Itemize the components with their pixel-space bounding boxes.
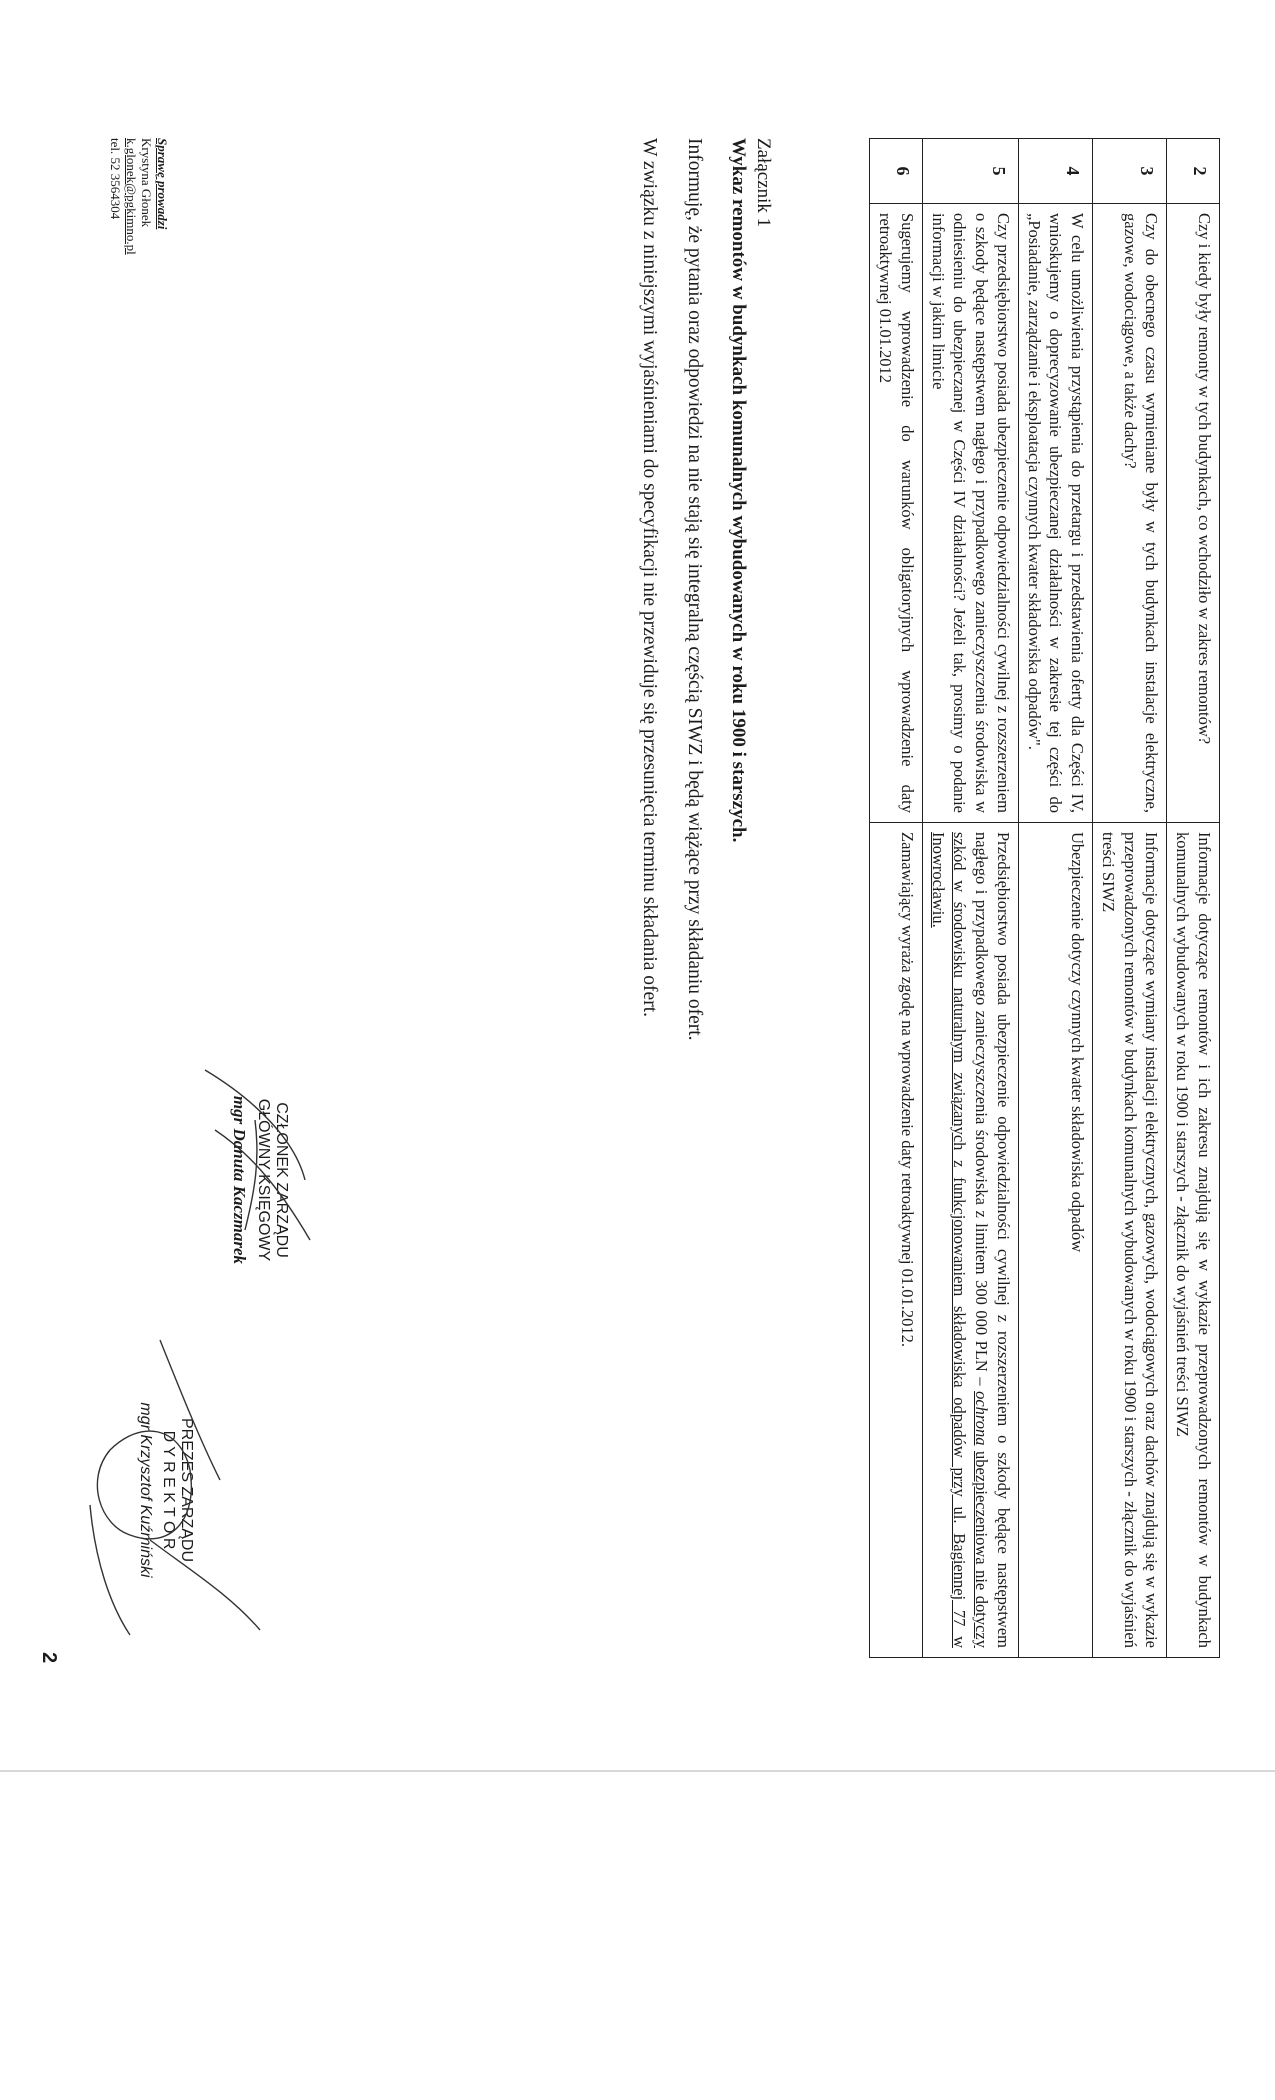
question-cell: W celu umożliwienia przystąpienia do przetargu i przedstawienia oferty dla Części IV, wnioskujemy o doprecyzowanie ubezpieczanej działalności w zakresie tej części do „Posiadanie, zarządzanie i eksploatacja czynnych kwater składowiska odpadów". <box>1018 204 1092 823</box>
prepared-by-email: k.glonek@pgkimno.pl <box>123 138 139 255</box>
answer-underlined-text: ubezpieczeniowa nie dotyczy szkód w środowisku naturalnym związanych z funkcjonowaniem składowiska odpadów przy ul. Bagiennej 77 w Inowrocławiu. <box>928 832 992 1648</box>
info-paragraph: W związku z niniejszymi wyjaśnieniami do specyfikacji nie przewiduje się przesunięcia terminu składania ofert. <box>639 138 660 1017</box>
question-cell: Sugerujemy wprowadzenie do warunków obligatoryjnych wprowadzenie daty retroaktywnej 01.01.2012 <box>870 204 923 823</box>
question-cell: Czy do obecnego czasu wymieniane były w tych budynkach instalacje elektryczne, gazowe, wodociągowe, a także dachy? <box>1093 204 1167 823</box>
info-paragraph: Informuję, że pytania oraz odpowiedzi na nie stają się integralną częścią SIWZ i będą wiążące przy składaniu ofert. <box>684 138 705 1041</box>
table-row <box>922 139 1018 1658</box>
answer-italic-text: ochrona <box>972 1391 992 1446</box>
table-row <box>870 139 923 1658</box>
signature-role: D Y R E K T O R <box>159 1430 177 1550</box>
scan-sheet-edge <box>0 1770 1275 1772</box>
annex-block <box>726 138 775 1538</box>
row-number: 4 <box>1018 139 1092 204</box>
prepared-by-name: Krystyna Głonek <box>139 138 155 228</box>
answer-cell: Informacje dotyczące wymiany instalacji elektrycznych, gazowych, wodociągowych oraz dachów znajdują się w wykazie przeprowadzonych remontów w budynkach komunalnych wybudowanych w roku 1900 i starszych - złącznik do wyjaśnień treści SIWZ <box>1093 823 1167 1658</box>
annex-title: Wykaz remontów w budynkach komunalnych wybudowanych w roku 1900 i starszych. <box>728 138 750 843</box>
row-number: 6 <box>870 139 923 204</box>
answer-cell: Zamawiający wyraża zgodę na wprowadzenie daty retroaktywnej 01.01.2012. <box>870 823 923 1658</box>
signature-role: PREZES ZARZĄDU <box>178 1417 195 1562</box>
question-cell: Czy i kiedy były remonty w tych budynkach, co wchodziło w zakres remontów? <box>1167 204 1220 823</box>
answer-cell: Informacje dotyczące remontów i ich zakresu znajdują się w wykazie przeprowadzonych remontów w budynkach komunalnych wybudowanych w roku 1900 i starszych - złącznik do wyjaśnień treści SIWZ <box>1167 823 1220 1658</box>
row-number: 5 <box>922 139 1018 204</box>
table-row <box>1167 139 1220 1658</box>
table-row <box>1018 139 1092 1658</box>
signature-name: mgr Krzysztof Kuźmiński <box>137 1402 155 1578</box>
handwritten-signature-icon <box>195 1060 315 1260</box>
question-cell: Czy przedsiębiorstwo posiada ubezpieczenie odpowiedzialności cywilnej z rozszerzeniem o szkody będące następstwem nagłego i przypadkowego zanieczyszczenia środowiska w odniesieniu do ubezpieczanej w Części IV działalności? Jeżeli tak, prosimy o podanie informacji w jakim limicie <box>922 204 1018 823</box>
table-row <box>1093 139 1167 1658</box>
answer-cell <box>922 823 1018 1658</box>
row-number: 2 <box>1167 139 1220 204</box>
prepared-by-phone: tel. 52 3564304 <box>108 138 124 220</box>
answer-text: Przedsiębiorstwo posiada ubezpieczenie odpowiedzialności cywilnej z rozszerzeniem o szkody będące następstwem nagłego i przypadkowego zanieczyszczenia środowiska z limitem 300 000 PLN – <box>972 832 1013 1648</box>
prepared-by-label: Sprawę prowadzi <box>155 138 170 230</box>
answer-cell: Ubezpieczenie dotyczy czynnych kwater składowiska odpadów <box>1018 823 1092 1658</box>
signature-role: GŁÓWNY KSIĘGOWY <box>254 1098 272 1262</box>
questions-answers-table <box>869 138 1220 1658</box>
signature-role: CZŁONEK ZARZĄDU <box>273 1102 290 1258</box>
prepared-by-block <box>108 138 170 418</box>
row-number: 3 <box>1093 139 1167 204</box>
page-number: 2 <box>38 1652 60 1664</box>
signature-name: mgr Danuta Kaczmarek <box>230 1095 250 1265</box>
annex-label: Załącznik 1 <box>753 138 774 228</box>
handwritten-signature-icon <box>60 1330 290 1650</box>
